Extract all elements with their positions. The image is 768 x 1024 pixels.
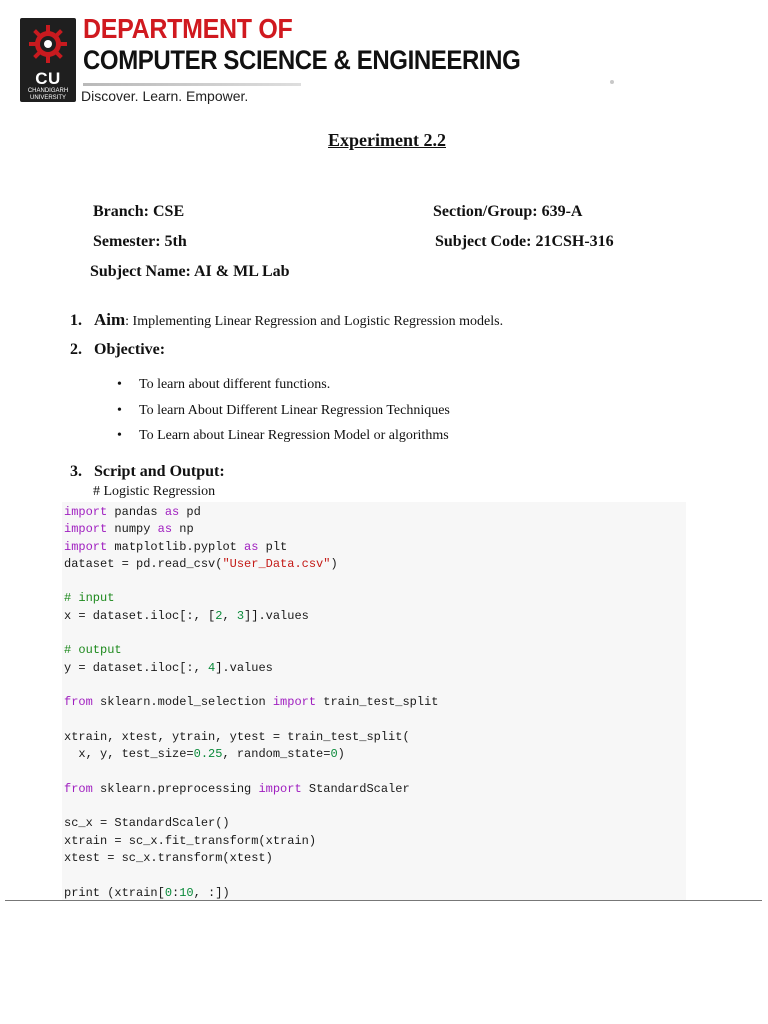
code-token: as bbox=[164, 505, 180, 519]
code-token: 0 bbox=[330, 747, 338, 762]
script-number: 3. bbox=[70, 463, 82, 480]
code-token: # output bbox=[64, 643, 122, 658]
code-line bbox=[64, 677, 686, 694]
code-token: # input bbox=[64, 591, 115, 606]
department-line-1: DEPARTMENT OF bbox=[83, 14, 293, 45]
list-item bbox=[117, 375, 450, 401]
code-token: as bbox=[244, 539, 259, 554]
code-line bbox=[64, 660, 686, 677]
aim-text: : Implementing Linear Regression and Logistic Regression models. bbox=[125, 314, 504, 329]
objective-heading bbox=[70, 341, 165, 359]
code-token: np bbox=[172, 522, 194, 537]
code-token: as bbox=[157, 522, 173, 537]
code-token: from bbox=[64, 781, 93, 796]
code-token: xtest = sc_x.transform(xtest) bbox=[64, 850, 273, 865]
code-line bbox=[64, 746, 686, 763]
experiment-title: Experiment 2.2 bbox=[328, 130, 446, 150]
code-token: "User_Data.csv" bbox=[222, 556, 331, 571]
code-line bbox=[64, 850, 686, 867]
bullet-icon: • bbox=[117, 377, 122, 392]
code-token: ]].values bbox=[244, 608, 309, 623]
aim-label: Aim bbox=[94, 310, 126, 329]
code-token: : bbox=[172, 885, 180, 900]
code-token: train_test_split bbox=[316, 695, 439, 710]
code-token: , :]) bbox=[193, 885, 230, 900]
code-line bbox=[64, 798, 686, 815]
code-line bbox=[64, 573, 686, 590]
code-line bbox=[64, 642, 686, 659]
code-caption: # Logistic Regression bbox=[93, 484, 216, 499]
page-divider bbox=[5, 900, 762, 901]
code-token: sc_x = StandardScaler() bbox=[64, 816, 230, 831]
code-line bbox=[64, 608, 686, 625]
code-token: 2 bbox=[215, 608, 223, 623]
code-line bbox=[64, 729, 686, 746]
code-line bbox=[64, 590, 686, 607]
objective-item-text: To learn About Different Linear Regression Techniques bbox=[139, 402, 450, 418]
code-token: x = dataset.iloc[:, [ bbox=[64, 608, 216, 623]
code-token: 0.25 bbox=[193, 747, 223, 762]
code-line bbox=[64, 867, 686, 884]
code-token: import bbox=[64, 522, 108, 537]
objective-list bbox=[117, 375, 450, 452]
code-token: 10 bbox=[179, 885, 194, 900]
university-logo bbox=[20, 18, 76, 102]
objective-item-text: To Learn about Linear Regression Model or algorithms bbox=[139, 428, 449, 443]
code-token: import bbox=[64, 505, 108, 519]
header-divider bbox=[83, 83, 301, 86]
list-item bbox=[117, 401, 450, 427]
branch-info: Branch: CSE bbox=[93, 203, 185, 220]
code-content bbox=[62, 502, 686, 902]
code-token: import bbox=[64, 539, 108, 554]
code-line bbox=[64, 781, 686, 798]
code-line bbox=[64, 556, 686, 573]
logo-text: CU bbox=[35, 69, 61, 88]
section-info: Section/Group: 639-A bbox=[433, 203, 583, 220]
list-item bbox=[117, 426, 450, 452]
gear-emblem-icon bbox=[26, 22, 70, 66]
department-line-2: COMPUTER SCIENCE & ENGINEERING bbox=[83, 46, 521, 76]
code-line bbox=[64, 763, 686, 780]
objective-item-text: To learn about different functions. bbox=[139, 377, 331, 392]
code-line bbox=[64, 504, 686, 521]
code-line bbox=[64, 833, 686, 850]
code-line bbox=[64, 539, 686, 556]
logo-subtext: CHANDIGARH UNIVERSITY bbox=[27, 88, 69, 101]
code-token: StandardScaler bbox=[301, 781, 410, 796]
code-line bbox=[64, 712, 686, 729]
code-token: pandas bbox=[107, 505, 165, 519]
code-token: 4 bbox=[208, 660, 216, 675]
aim-number: 1. bbox=[70, 312, 82, 329]
objective-number: 2. bbox=[70, 341, 82, 358]
code-token: import bbox=[272, 695, 317, 710]
bullet-icon: • bbox=[117, 402, 122, 418]
tagline: Discover. Learn. Empower. bbox=[81, 88, 249, 104]
code-token: , bbox=[222, 608, 237, 623]
decorative-dot bbox=[610, 80, 614, 84]
code-token: plt bbox=[258, 539, 288, 554]
code-token: sklearn.model_selection bbox=[92, 695, 273, 710]
script-heading bbox=[70, 463, 225, 481]
semester-info: Semester: 5th bbox=[93, 233, 187, 250]
code-token: from bbox=[64, 695, 93, 710]
code-line bbox=[64, 694, 686, 711]
code-token: 3 bbox=[236, 608, 245, 623]
objective-label: Objective: bbox=[94, 341, 166, 358]
code-token: print (xtrain[ bbox=[64, 885, 165, 900]
code-token: ) bbox=[330, 556, 338, 571]
code-token: x, y, test_size= bbox=[64, 747, 194, 762]
code-line bbox=[64, 521, 686, 538]
code-token: ].values bbox=[215, 660, 273, 675]
aim-heading bbox=[70, 310, 503, 330]
code-token: pd bbox=[179, 505, 201, 519]
subject-name-info: Subject Name: AI & ML Lab bbox=[90, 263, 290, 280]
code-line bbox=[64, 625, 686, 642]
code-token: ) bbox=[337, 747, 345, 762]
code-token: y = dataset.iloc[:, bbox=[64, 660, 209, 675]
code-token: 0 bbox=[164, 885, 173, 900]
bullet-icon: • bbox=[117, 428, 122, 443]
code-token: , random_state= bbox=[222, 747, 331, 762]
code-token: matplotlib.pyplot bbox=[107, 539, 245, 554]
code-token: sklearn.preprocessing bbox=[92, 781, 259, 796]
code-token: dataset = pd.read_csv( bbox=[64, 556, 223, 571]
code-token: import bbox=[258, 781, 302, 796]
subject-code-info: Subject Code: 21CSH-316 bbox=[435, 233, 614, 250]
code-token: numpy bbox=[107, 522, 158, 537]
code-block bbox=[62, 502, 686, 900]
code-token: xtrain = sc_x.fit_transform(xtrain) bbox=[64, 833, 317, 848]
script-label: Script and Output: bbox=[94, 463, 225, 480]
code-token: xtrain, xtest, ytrain, ytest = train_test_split( bbox=[64, 729, 410, 744]
code-line bbox=[64, 815, 686, 832]
